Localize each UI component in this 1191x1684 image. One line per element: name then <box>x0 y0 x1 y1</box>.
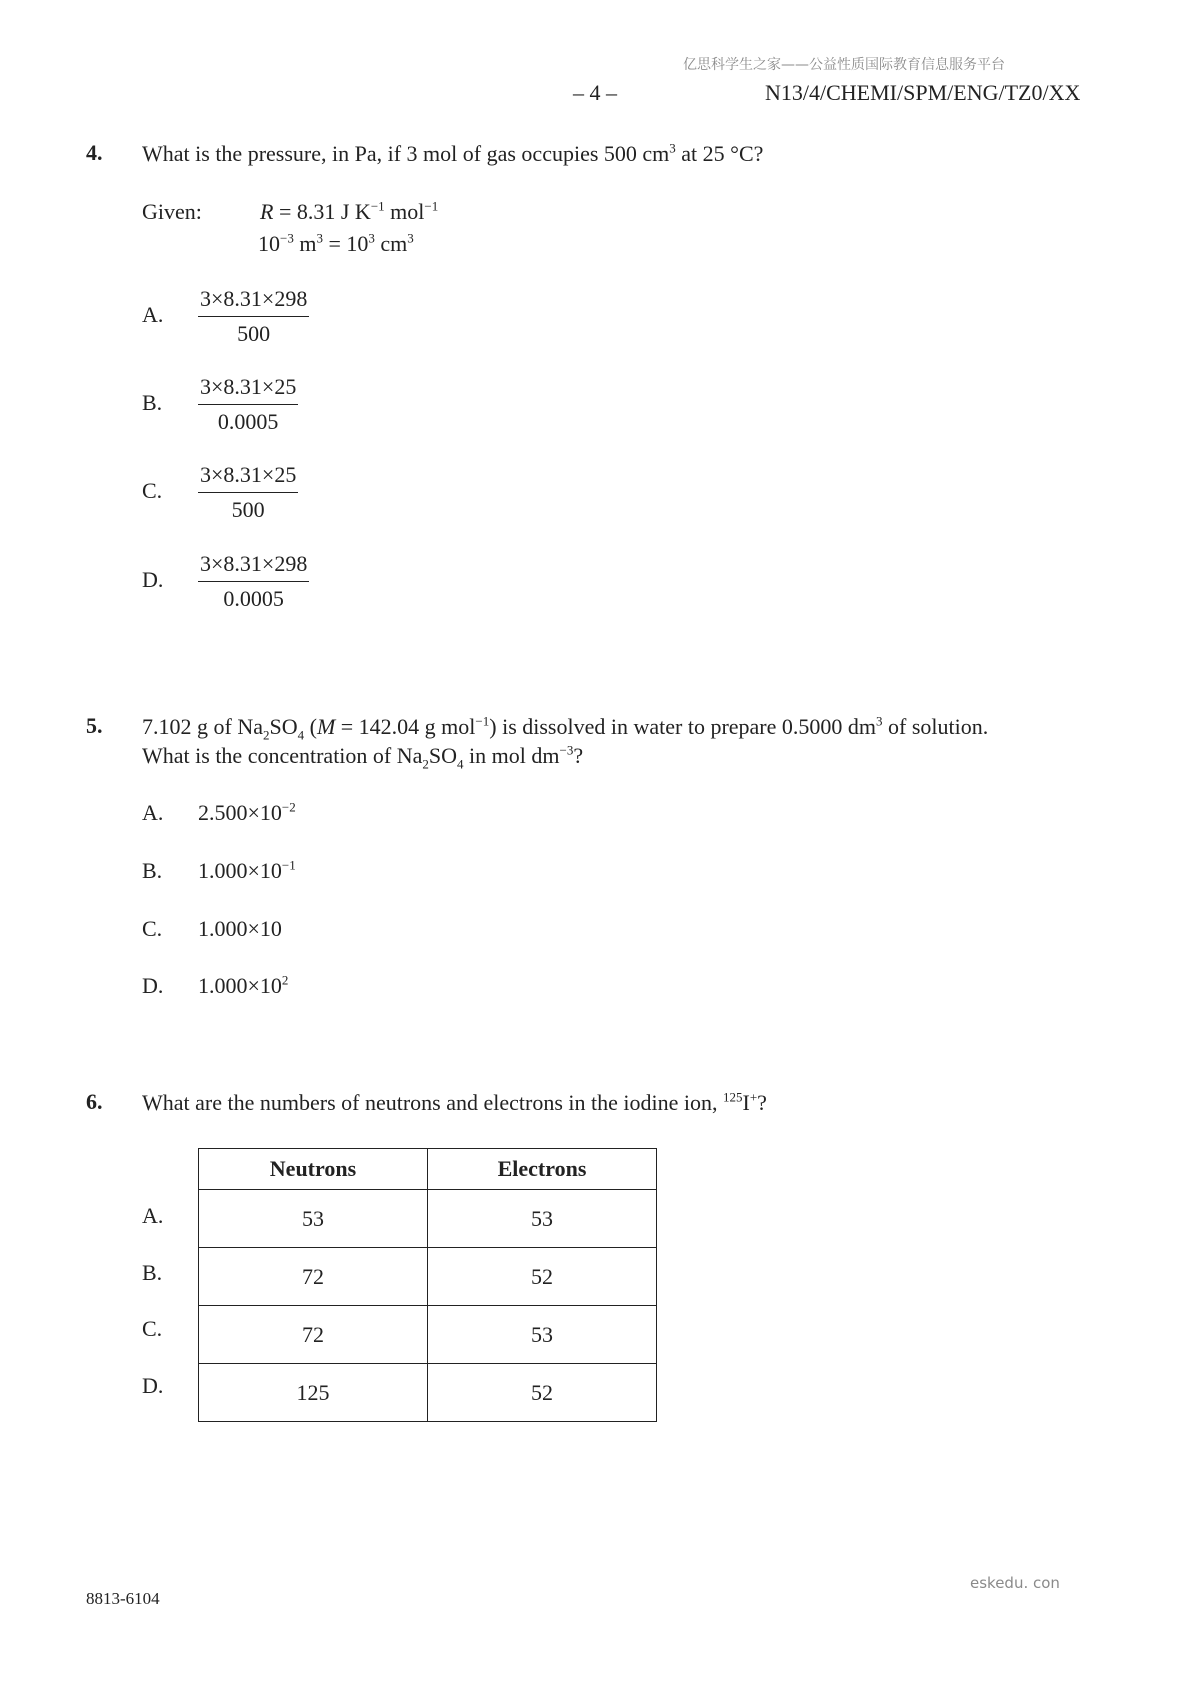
q5-option-a-value: $2.500\times 10^{-2}$ <box>198 799 296 825</box>
paper-code: N13/4/CHEMI/SPM/ENG/TZ0/XX <box>765 80 1081 105</box>
question-5-number: 5. <box>86 713 103 738</box>
q5-option-d-letter: D. <box>142 973 164 998</box>
watermark-bottom: eskedu. con <box>970 1574 1060 1592</box>
question-5-line-2: What is the concentration of $Na_2SO_4$ in mol $dm^{-3}$? <box>142 742 584 772</box>
footer-code: 8813-6104 <box>86 1589 160 1608</box>
question-4-text: What is the pressure, in Pa, if 3 mol of gas occupies 500 $cm^3$ at 25 °C? <box>142 140 764 166</box>
q5-option-a-letter: A. <box>142 800 164 825</box>
q6-row-c-letter: C. <box>142 1316 163 1341</box>
q4-option-b-fraction: $\frac{3\times 8.31\times 25}{0.0005}$ <box>200 374 297 434</box>
electrons-cell: 52 <box>428 1364 657 1422</box>
q4-option-a-fraction: $\frac{3\times 8.31\times 298}{500}$ <box>200 286 308 346</box>
neutrons-cell: 72 <box>199 1306 428 1364</box>
neutrons-cell: 125 <box>199 1364 428 1422</box>
electrons-cell: 53 <box>428 1190 657 1248</box>
table-row <box>199 1306 657 1364</box>
electrons-cell: 52 <box>428 1248 657 1306</box>
electrons-cell: 53 <box>428 1306 657 1364</box>
table-header-row <box>199 1149 657 1190</box>
q5-option-c-value: 1.000×10 <box>198 916 282 941</box>
header-electrons: Electrons <box>428 1149 657 1190</box>
header-neutrons: Neutrons <box>199 1149 428 1190</box>
neutrons-cell: 53 <box>199 1190 428 1248</box>
q5-option-b-letter: B. <box>142 858 163 883</box>
question-6-text: What are the numbers of neutrons and electrons in the iodine ion, $^{125}$I+? <box>142 1089 767 1115</box>
question-6-number: 6. <box>86 1089 103 1114</box>
q5-option-b-value: $1.000\times 10^{-1}$ <box>198 857 296 883</box>
q6-row-a-letter: A. <box>142 1203 164 1228</box>
table-row <box>199 1364 657 1422</box>
page-number: – 4 – <box>573 80 617 105</box>
table-row <box>199 1190 657 1248</box>
q4-option-a-letter: A. <box>142 302 164 327</box>
q4-option-d-letter: D. <box>142 567 164 592</box>
q4-option-c-fraction: $\frac{3\times 8.31\times 25}{500}$ <box>200 462 297 522</box>
q4-option-d-fraction: $\frac{3\times 8.31\times 298}{0.0005}$ <box>200 551 308 611</box>
q5-option-c-letter: C. <box>142 916 163 941</box>
given-volume-conversion: $10^{-3}$ $m^3 = 10^3$ $cm^3$ <box>258 230 414 256</box>
given-gas-constant: R = 8.31 J $K^{-1}$ mol$^{-1}$ <box>260 198 439 224</box>
neutrons-cell: 72 <box>199 1248 428 1306</box>
table-row <box>199 1248 657 1306</box>
q4-option-b-letter: B. <box>142 390 163 415</box>
watermark-top: 亿思科学生之家——公益性质国际教育信息服务平台 <box>683 57 1005 73</box>
q4-option-c-letter: C. <box>142 478 163 503</box>
q6-row-b-letter: B. <box>142 1260 163 1285</box>
q5-option-d-value: $1.000\times 10^2$ <box>198 972 289 998</box>
question-5-line-1: 7.102 g of $Na_2SO_4$ (M = 142.04 g mol$^{-1}$) is dissolved in water to prepare 0.5000 $dm^3$ of solution. <box>142 713 989 743</box>
q6-row-d-letter: D. <box>142 1373 164 1398</box>
question-4-number: 4. <box>86 140 103 165</box>
given-label: Given: <box>142 199 202 224</box>
neutrons-electrons-table <box>198 1148 657 1422</box>
